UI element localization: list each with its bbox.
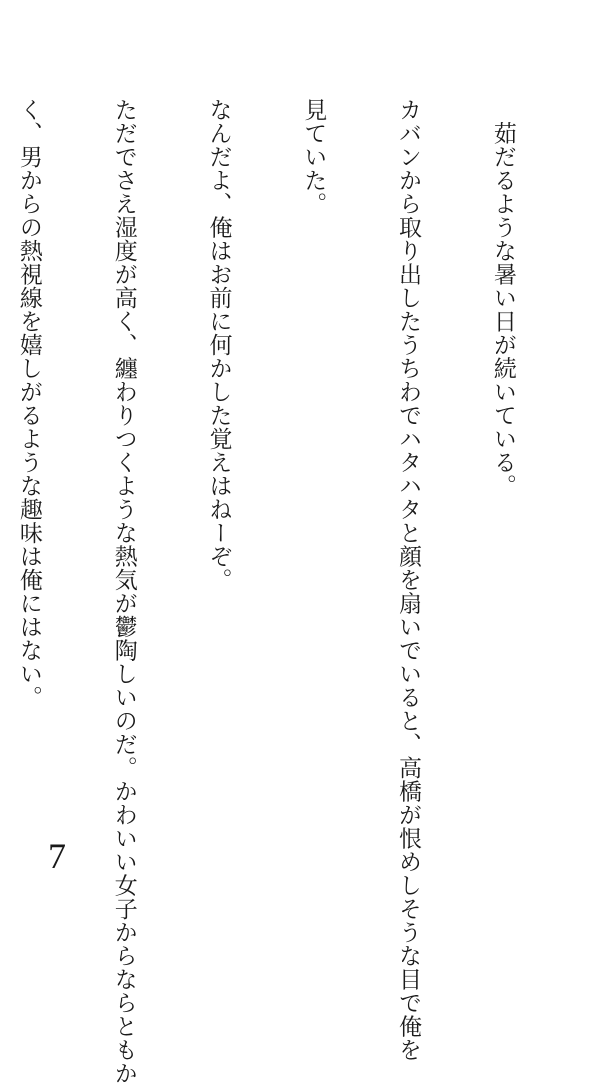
text-line: く、男からの熱視線を嬉しがるような趣味は俺にはない。 — [15, 98, 42, 709]
text-line: なんだよ、俺はお前に何かした覚えはねーぞ。 — [205, 98, 232, 592]
text-line: カバンから取り出したうちわでハタハタと顔を扇いでいると、高橋が恨めしそうな目で俺を — [395, 98, 422, 1062]
vertical-text-body — [15, 98, 581, 1085]
page-number: 7 — [48, 836, 66, 876]
text-line: 見ていた。 — [300, 98, 327, 216]
text-line: 茹だるような暑い日が続いている。 — [489, 98, 516, 498]
text-line: ただでさえ湿度が高く、纏わりつくような熱気が鬱陶しいのだ。かわいい女子からならともか — [110, 98, 137, 1085]
